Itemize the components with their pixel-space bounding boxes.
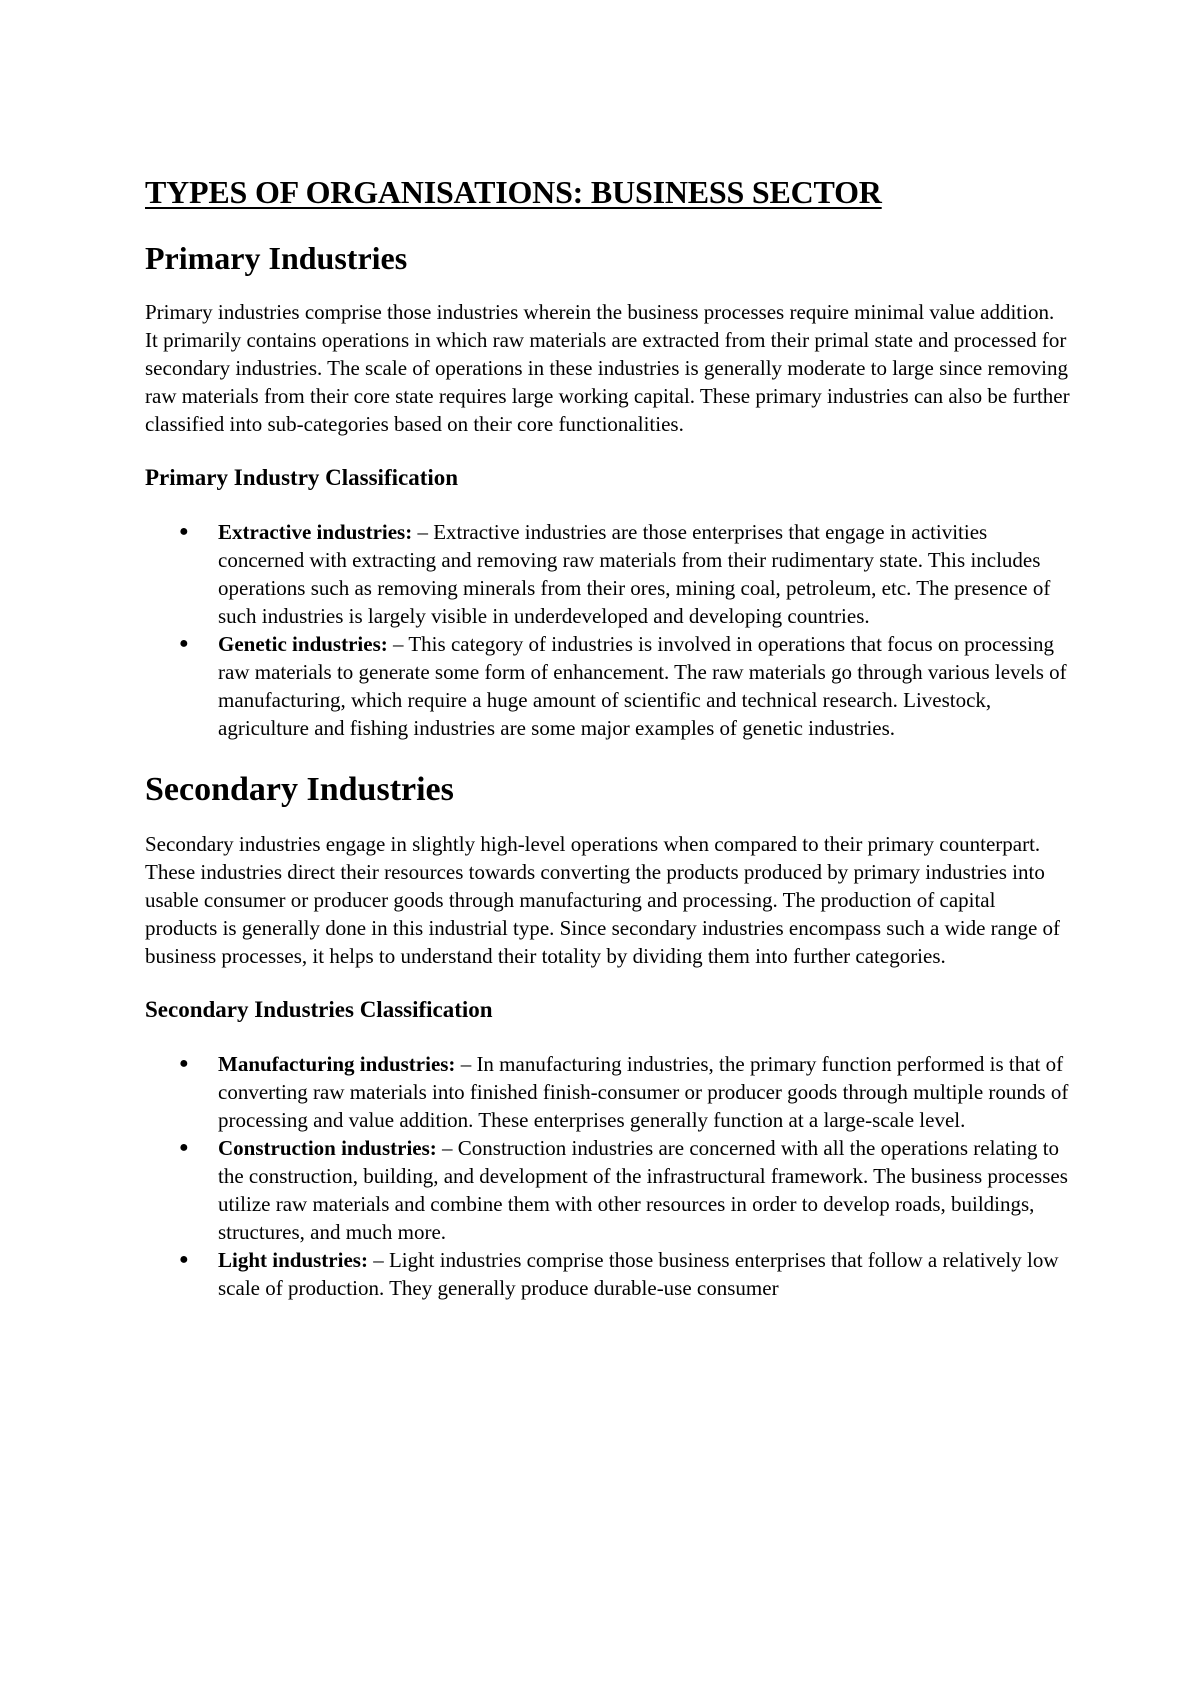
list-item-term: Light industries:: [218, 1248, 368, 1272]
list-item-term: Genetic industries:: [218, 632, 388, 656]
list-item: [179, 630, 1070, 742]
primary-industries-heading: Primary Industries: [145, 240, 408, 276]
list-item-term: Construction industries:: [218, 1136, 437, 1160]
list-item: [179, 1050, 1070, 1134]
list-item-text: – Light industries comprise those business enterprises that follow a relatively low scale of production. They generally produce durable-use consumer: [218, 1248, 1059, 1300]
bullet-icon: ●: [179, 523, 189, 540]
primary-industries-paragraph: Primary industries comprise those industries wherein the business processes require minimal value addition. It primarily contains operations in which raw materials are extracted from their primal state and processed for secondary industries. The scale of operations in these industries is generally moderate to large since removing raw materials from their core state requires large working capital. These primary industries can also be further classified into sub-categories based on their core functionalities.: [145, 300, 1070, 436]
secondary-industries-heading: Secondary Industries: [145, 771, 454, 808]
document-page: [145, 172, 1070, 1302]
secondary-classification-list: [145, 1050, 1070, 1302]
primary-classification-list: [145, 518, 1070, 742]
list-item-term: Extractive industries:: [218, 520, 413, 544]
list-item: [179, 518, 1070, 630]
list-item-text: – Extractive industries are those enterprises that engage in activities concerned with extracting and removing raw materials from their rudimentary state. This includes operations such as removing minerals from their ores, mining coal, petroleum, etc. The presence of such industries is largely visible in underdeveloped and developing countries.: [218, 520, 1051, 628]
primary-classification-heading: Primary Industry Classification: [145, 465, 459, 490]
list-item-text: – In manufacturing industries, the primary function performed is that of converting raw materials into finished finish-consumer or producer goods through multiple rounds of processing and value addition. These enterprises generally function at a large-scale level.: [218, 1052, 1069, 1132]
list-item: [179, 1134, 1070, 1246]
list-item-text: – Construction industries are concerned with all the operations relating to the construction, building, and development of the infrastructural framework. The business processes utilize raw materials and combine them with other resources in order to develop roads, buildings, structures, and much more.: [218, 1136, 1068, 1244]
bullet-icon: ●: [179, 1055, 189, 1072]
secondary-classification-heading: Secondary Industries Classification: [145, 997, 493, 1022]
secondary-industries-paragraph: Secondary industries engage in slightly high-level operations when compared to their primary counterpart. These industries direct their resources towards converting the products produced by primary industries into usable consumer or producer goods through manufacturing and processing. The production of capital products is generally done in this industrial type. Since secondary industries encompass such a wide range of business processes, it helps to understand their totality by dividing them into further categories.: [145, 832, 1061, 968]
list-item-term: Manufacturing industries:: [218, 1052, 456, 1076]
list-item-text: – This category of industries is involved in operations that focus on processing raw materials to generate some form of enhancement. The raw materials go through various levels of manufacturing, which require a huge amount of scientific and technical research. Livestock, agriculture and fishing industries are some major examples of genetic industries.: [218, 632, 1067, 740]
document-title: TYPES OF ORGANISATIONS: BUSINESS SECTOR: [145, 174, 882, 210]
bullet-icon: ●: [179, 635, 189, 652]
bullet-icon: ●: [179, 1139, 189, 1156]
list-item: [179, 1246, 1070, 1302]
bullet-icon: ●: [179, 1251, 189, 1268]
